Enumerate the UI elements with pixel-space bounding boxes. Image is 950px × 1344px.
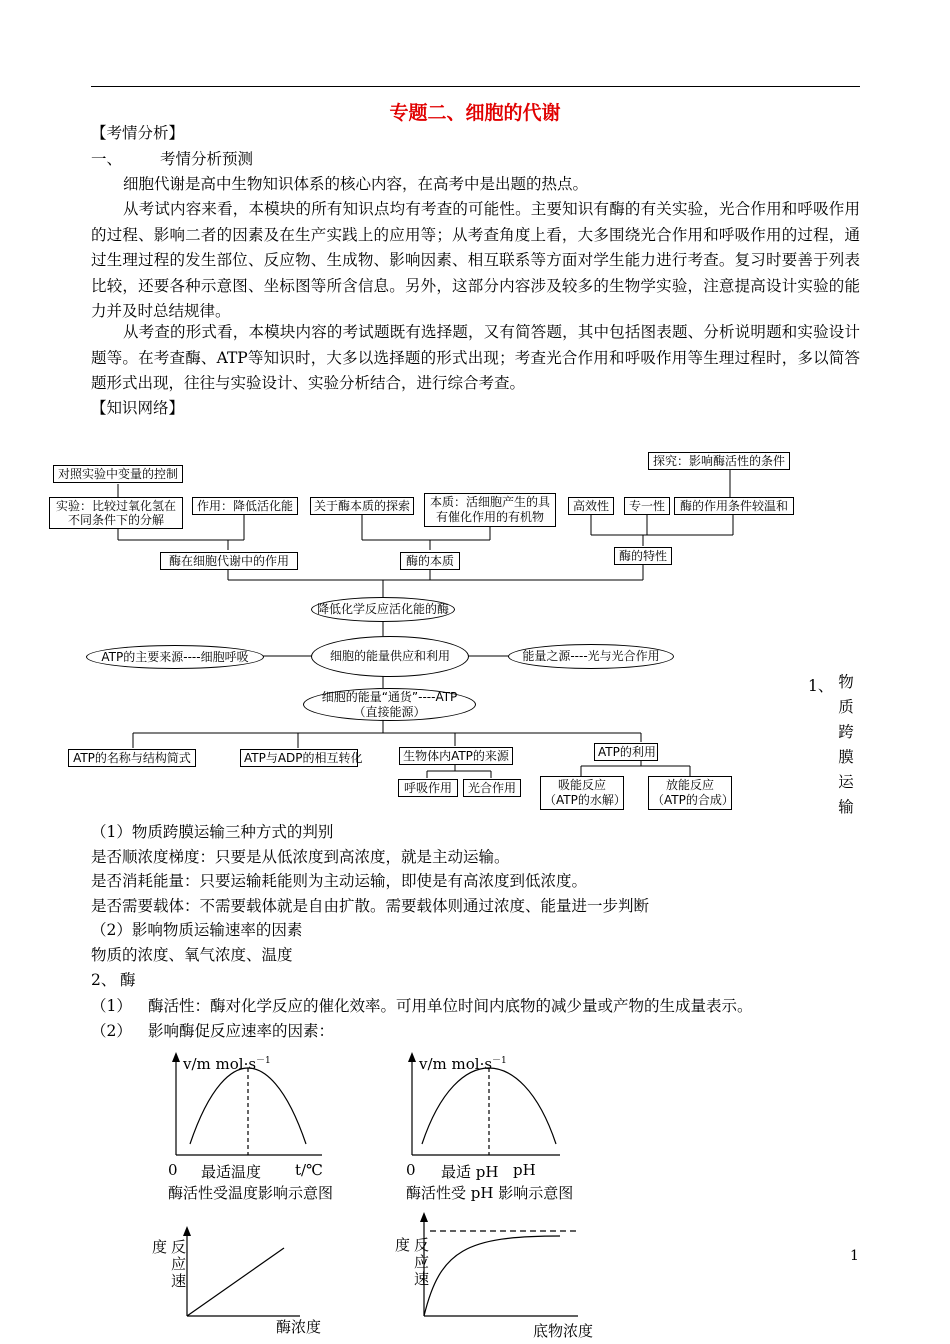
box-variable-control: 对照实验中变量的控制	[53, 465, 183, 483]
temp-origin: 0	[168, 1161, 178, 1179]
paragraph-2: 从考试内容来看，本模块的所有知识点均有考查的可能性。主要知识有酶的有关实验，光合作用和呼吸作用的过程、影响二者的因素及在生产实践上的应用等；从考查角度上看，大多围绕光合作用和呼吸作用的过程，通过生理过程的发生部位、反应物、生成物、影响因素、相互联系等方面对学生能力进行考查。复习时要善于列表比较，还要各种示意图、坐标图等所含信息。另外，这部分内容涉及较多的生物学实验，注意提高设计实验的能力并及时总结规律。	[91, 200, 860, 320]
enz-ylabel-3: 应	[171, 1255, 187, 1273]
ph-origin: 0	[406, 1161, 416, 1179]
endergonic-line2: （ATP的水解）	[544, 793, 626, 807]
enz-ylabel-2: 反	[171, 1238, 187, 1256]
box-enzyme-nature: 酶的本质	[400, 552, 460, 570]
enz-ylabel-4: 速	[171, 1272, 187, 1290]
ph-xlabel: pH	[513, 1161, 536, 1179]
sub-ylabel-1: 度	[395, 1236, 411, 1254]
section2-title: 酶	[120, 971, 136, 989]
s1-item-c: 是否需要载体：不需要载体就是自由扩散。需要载体则通过浓度、能量进一步判断	[91, 897, 650, 915]
exergonic-line2: （ATP的合成）	[652, 793, 734, 807]
enz-line	[187, 1248, 284, 1316]
ellipse-enzyme: 降低化学反应活化能的酶	[311, 597, 455, 622]
e2-number: （2）	[91, 1022, 132, 1040]
box-high-efficiency: 高效性	[568, 497, 614, 515]
s1-item-a: 是否顺浓度梯度：只要是从低浓度到高浓度，就是主动运输。	[91, 848, 510, 866]
atp-currency-line1: 细胞的能量“通货”----ATP	[321, 689, 458, 704]
box-essence: 本质：活细胞产生的具有催化作用的有机物	[424, 493, 556, 527]
e1-number: （1）	[91, 997, 132, 1015]
box-atp-adp: ATP与ADP的相互转化	[240, 749, 358, 767]
s1-heading: （1）物质跨膜运输三种方式的判别	[91, 823, 334, 841]
endergonic-line1: 吸能反应	[557, 778, 606, 792]
temp-caption: 酶活性受温度影响示意图	[168, 1184, 334, 1202]
sub-xlabel: 底物浓度	[533, 1322, 594, 1340]
s2-heading: （2）影响物质运输速率的因素	[91, 921, 303, 939]
sub-curve	[424, 1236, 560, 1316]
section-heading-zhishi: 【知识网络】	[91, 399, 185, 417]
section2-number: 2、	[91, 971, 117, 989]
box-atp-use: ATP的利用	[594, 743, 658, 761]
box-enzyme-role: 酶在细胞代谢中的作用	[160, 552, 298, 570]
paragraph-1: 细胞代谢是高中生物知识体系的核心内容，在高考中是出题的热点。	[123, 175, 589, 193]
box-experiment: 实验：比较过氧化氢在不同条件下的分解	[49, 497, 183, 529]
box-nature-explore: 关于酶本质的探索	[310, 497, 414, 515]
atp-currency-line2: （直接能源）	[353, 704, 426, 719]
box-mild-conditions: 酶的作用条件较温和	[674, 497, 794, 515]
box-specificity: 专一性	[624, 497, 670, 515]
ellipse-energy: 细胞的能量供应和利用	[311, 636, 469, 677]
subsection-title: 考情分析预测	[160, 150, 254, 168]
s2-item-a: 物质的浓度、氧气浓度、温度	[91, 946, 293, 964]
exergonic-line1: 放能反应	[665, 778, 714, 792]
box-explore-conditions: 探究：影响酶活性的条件	[648, 452, 790, 470]
box-photosynthesis: 光合作用	[463, 779, 521, 797]
ph-ylabel: v/m $mol\cdot s^{-1}$	[419, 1055, 507, 1073]
paragraph-3: 从考查的形式看，本模块内容的考试题既有选择题，又有简答题，其中包括图表题、分析说明题和实验设计题等。在考查酶、ATP等知识时，大多以选择题的形式出现；考查光合作用和呼吸作用等生理过程时，多以简答题形式出现，往往与实验设计、实验分析结合，进行综合考查。	[91, 323, 860, 392]
ellipse-light: 能量之源----光与光合作用	[508, 644, 674, 669]
sub-ylabel-4: 速	[414, 1270, 430, 1288]
e2-text: 影响酶促反应速率的因素：	[148, 1022, 335, 1040]
section-heading-kaoqing: 【考情分析】	[91, 124, 185, 142]
temp-ylabel: v/m $mol\cdot s^{-1}$	[183, 1055, 271, 1073]
box-respiration: 呼吸作用	[398, 779, 458, 797]
enz-ylabel-1: 度	[152, 1238, 168, 1256]
page-number: 1	[850, 1248, 859, 1264]
e1-text: 酶活性：酶对化学反应的催化效率。可用单位时间内底物的减少量或产物的生成量表示。	[148, 997, 753, 1015]
ellipse-atp-source: ATP的主要来源----细胞呼吸	[86, 645, 264, 669]
side-vertical-title: 物质跨膜运输	[838, 673, 854, 816]
enz-xlabel: 酶浓度	[276, 1318, 322, 1336]
subsection-number: 一、	[91, 150, 123, 168]
sub-ylabel-3: 应	[414, 1253, 430, 1271]
temp-xlabel: t/℃	[295, 1161, 323, 1179]
box-function: 作用：降低活化能	[192, 497, 298, 515]
ph-opt-label: 最适 pH	[441, 1163, 499, 1181]
sub-ylabel-2: 反	[414, 1236, 430, 1254]
ph-caption: 酶活性受 pH 影响示意图	[406, 1184, 574, 1202]
side-number: 1、	[808, 677, 834, 695]
box-atp-name: ATP的名称与结构简式	[68, 749, 196, 767]
page-title: 专题二、细胞的代谢	[389, 102, 561, 124]
s1-item-b: 是否消耗能量：只要运输耗能则为主动运输，即使是有高浓度到低浓度。	[91, 872, 588, 890]
temp-opt-label: 最适温度	[201, 1163, 262, 1181]
box-atp-in-body: 生物体内ATP的来源	[399, 747, 513, 765]
box-enzyme-traits: 酶的特性	[614, 547, 672, 565]
